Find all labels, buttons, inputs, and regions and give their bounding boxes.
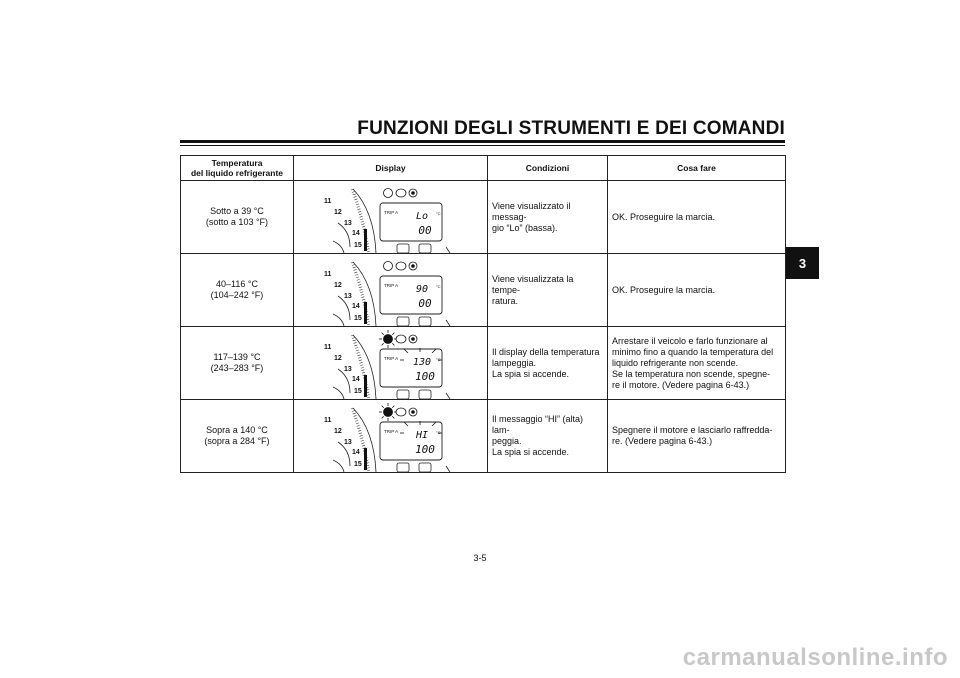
action-line: OK. Proseguire la marcia. bbox=[612, 211, 716, 222]
dial-tick-mark bbox=[358, 211, 361, 212]
dial-tick-mark bbox=[354, 345, 357, 346]
warning-light-ray bbox=[392, 416, 394, 418]
lcd-panel bbox=[380, 203, 442, 241]
housing-edge bbox=[446, 393, 450, 399]
dial-tick-mark bbox=[354, 269, 357, 270]
dial-tick-mark bbox=[354, 196, 357, 197]
dial-tick-mark bbox=[354, 272, 357, 273]
tach-scale-label: 15 bbox=[354, 242, 362, 249]
dial-tick-mark bbox=[356, 350, 359, 351]
dial-tick-mark bbox=[367, 249, 370, 250]
temperature-fahrenheit: (sotto a 103 °F) bbox=[205, 217, 269, 227]
tach-scale-label: 11 bbox=[324, 198, 332, 205]
dial-tick-mark bbox=[361, 443, 364, 444]
header-rule-thin bbox=[180, 145, 785, 146]
dial-tick-mark bbox=[353, 194, 356, 195]
temperature-celsius: Sotto a 39 °C bbox=[210, 206, 264, 216]
dial-tick-mark bbox=[360, 289, 363, 290]
meter-button-left bbox=[397, 463, 409, 472]
temperature-celsius: 117–139 °C bbox=[213, 352, 261, 362]
conditions-line: Il display della temperatura bbox=[492, 346, 600, 357]
dial-tick-mark bbox=[355, 201, 358, 202]
lcd-unit: °C bbox=[436, 430, 441, 435]
warning-light-ray bbox=[392, 406, 394, 408]
engine-icon-center bbox=[411, 410, 415, 414]
lcd-odometer-readout: 100 bbox=[415, 370, 435, 383]
action-line: Spegnere il motore e lasciarlo raffredda- bbox=[612, 425, 773, 435]
tach-scale-label: 14 bbox=[352, 376, 360, 383]
dial-tick-mark bbox=[361, 367, 364, 368]
dial-tick-mark bbox=[358, 430, 361, 431]
tach-scale-label: 14 bbox=[352, 230, 360, 237]
lcd-odometer-readout: 00 bbox=[418, 224, 432, 237]
redline-bar bbox=[364, 229, 367, 251]
lcd-unit: °C bbox=[436, 357, 441, 362]
dial-tick-mark bbox=[354, 415, 357, 416]
header-temperature-line2: del liquido refrigerante bbox=[190, 168, 284, 178]
header-display: Display bbox=[294, 156, 488, 181]
coolant-warning-icon bbox=[384, 408, 393, 417]
engine-icon-center bbox=[411, 191, 415, 195]
conditions-line: peggia. bbox=[492, 436, 522, 446]
dial-tick-mark bbox=[356, 423, 359, 424]
tach-scale-label: 13 bbox=[344, 366, 352, 373]
dial-tick-mark bbox=[360, 362, 363, 363]
tach-scale-label: 11 bbox=[324, 344, 332, 351]
table-row bbox=[181, 254, 786, 327]
dial-tick-mark bbox=[361, 294, 364, 295]
cell-display bbox=[294, 254, 488, 327]
dial-tick-mark bbox=[354, 342, 357, 343]
housing-edge bbox=[446, 466, 450, 472]
tach-scale-label: 14 bbox=[352, 303, 360, 310]
housing-edge bbox=[446, 247, 450, 253]
tach-scale-label: 11 bbox=[324, 417, 332, 424]
coolant-warning-icon bbox=[384, 335, 393, 344]
dial-tick-mark bbox=[367, 470, 370, 471]
dial-tick-mark bbox=[354, 418, 357, 419]
dial-tick-mark bbox=[361, 297, 364, 298]
dial-tick-mark bbox=[359, 214, 362, 215]
page-number: 3-5 bbox=[473, 553, 487, 563]
dial-tick-mark bbox=[358, 284, 361, 285]
dial-tick-mark bbox=[360, 292, 363, 293]
lcd-odometer-readout: 100 bbox=[415, 443, 435, 456]
dial-arc-inner-2 bbox=[333, 314, 344, 326]
lcd-temperature-readout: Lo bbox=[415, 211, 429, 222]
dial-tick-mark bbox=[360, 216, 363, 217]
action-line: Se la temperatura non scende, spegne- bbox=[612, 368, 771, 379]
dial-arc-inner-2 bbox=[333, 387, 344, 399]
instrument-display-illustration bbox=[298, 400, 492, 472]
action-line: Arrestare il veicolo e farlo funzionare al bbox=[612, 335, 768, 346]
tach-scale-label: 13 bbox=[344, 220, 352, 227]
lcd-temperature-readout: HI bbox=[415, 430, 429, 441]
tach-scale-label: 12 bbox=[334, 282, 342, 289]
tach-scale-label: 12 bbox=[334, 209, 342, 216]
oil-icon bbox=[396, 189, 406, 197]
dial-tick-mark bbox=[357, 355, 360, 356]
cell-action bbox=[608, 181, 786, 254]
header-temperature bbox=[181, 156, 294, 181]
meter-button-right bbox=[419, 463, 431, 472]
dial-tick-mark bbox=[357, 425, 360, 426]
dial-tick-mark bbox=[362, 445, 365, 446]
dial-tick-mark bbox=[356, 204, 359, 205]
dial-tick-mark bbox=[367, 468, 370, 469]
lcd-panel bbox=[380, 276, 442, 314]
tach-scale-label: 12 bbox=[334, 355, 342, 362]
dial-tick-mark bbox=[360, 219, 363, 220]
dial-tick-mark bbox=[361, 224, 364, 225]
dial-tick-mark bbox=[359, 433, 362, 434]
dial-tick-mark bbox=[352, 410, 355, 411]
engine-icon-center bbox=[411, 337, 415, 341]
conditions-line: Viene visualizzata la tempe- bbox=[492, 273, 574, 295]
dial-tick-mark bbox=[355, 274, 358, 275]
temperature-fahrenheit: (104–242 °F) bbox=[210, 290, 264, 300]
dial-tick-mark bbox=[352, 337, 355, 338]
dial-tick-mark bbox=[352, 264, 355, 265]
cell-conditions bbox=[488, 400, 608, 473]
meter-button-right bbox=[419, 390, 431, 399]
instrument-display-illustration bbox=[298, 181, 492, 253]
cell-display bbox=[294, 400, 488, 473]
warning-light-ray bbox=[382, 333, 384, 335]
engine-icon-center bbox=[411, 264, 415, 268]
dial-tick-mark bbox=[354, 199, 357, 200]
cell-temperature bbox=[181, 400, 294, 473]
temperature-celsius: Sopra a 140 °C bbox=[206, 425, 268, 435]
conditions-line: lampeggia. bbox=[492, 357, 537, 368]
temperature-fahrenheit: (243–283 °F) bbox=[210, 363, 264, 373]
lcd-unit: °C bbox=[436, 284, 441, 289]
dial-tick-mark bbox=[367, 395, 370, 396]
coolant-warning-icon bbox=[384, 189, 393, 198]
warning-light-ray bbox=[392, 333, 394, 335]
dial-tick-mark bbox=[357, 282, 360, 283]
header-action: Cosa fare bbox=[608, 156, 786, 181]
dial-tick-mark bbox=[357, 206, 360, 207]
meter-button-right bbox=[419, 317, 431, 326]
conditions-line: gio “Lo” (bassa). bbox=[492, 222, 558, 233]
dial-tick-mark bbox=[360, 365, 363, 366]
cell-display bbox=[294, 181, 488, 254]
meter-button-left bbox=[397, 390, 409, 399]
cell-temperature bbox=[181, 181, 294, 254]
dial-tick-mark bbox=[357, 428, 360, 429]
dial-tick-mark bbox=[361, 221, 364, 222]
dial-tick-mark bbox=[358, 357, 361, 358]
table-row bbox=[181, 400, 786, 473]
dial-tick-mark bbox=[361, 370, 364, 371]
oil-icon bbox=[396, 335, 406, 343]
cell-conditions bbox=[488, 181, 608, 254]
trip-label: TRIP A bbox=[384, 429, 399, 434]
cell-action bbox=[608, 327, 786, 400]
table-row bbox=[181, 327, 786, 400]
warning-light-ray bbox=[382, 416, 384, 418]
dial-tick-mark bbox=[353, 267, 356, 268]
dial-tick-mark bbox=[357, 352, 360, 353]
dial-tick-mark bbox=[357, 279, 360, 280]
dial-tick-mark bbox=[359, 287, 362, 288]
dial-tick-mark bbox=[361, 440, 364, 441]
cell-temperature bbox=[181, 327, 294, 400]
instrument-display-illustration bbox=[298, 254, 492, 326]
cell-action bbox=[608, 400, 786, 473]
tach-scale-label: 15 bbox=[354, 315, 362, 322]
dial-tick-mark bbox=[367, 322, 370, 323]
instrument-display-illustration bbox=[298, 327, 492, 399]
conditions-line: Viene visualizzato il messag- bbox=[492, 200, 571, 222]
dial-tick-mark bbox=[360, 438, 363, 439]
meter-button-left bbox=[397, 244, 409, 253]
temperature-celsius: 40–116 °C bbox=[216, 279, 258, 289]
dial-tick-mark bbox=[367, 397, 370, 398]
dial-tick-mark bbox=[362, 372, 365, 373]
warning-light-ray bbox=[392, 343, 394, 345]
conditions-line: ratura. bbox=[492, 295, 519, 306]
temperature-fahrenheit: (sopra a 284 °F) bbox=[204, 436, 270, 446]
trip-label: TRIP A bbox=[384, 210, 399, 215]
dial-tick-mark bbox=[360, 435, 363, 436]
tach-scale-label: 11 bbox=[324, 271, 332, 278]
dial-tick-mark bbox=[355, 420, 358, 421]
dial-tick-mark bbox=[355, 347, 358, 348]
conditions-line: Il messaggio “HI” (alta) lam- bbox=[492, 414, 584, 435]
lcd-unit: °C bbox=[436, 211, 441, 216]
cell-display bbox=[294, 327, 488, 400]
dial-tick-mark bbox=[359, 360, 362, 361]
dial-tick-mark bbox=[362, 226, 365, 227]
tach-scale-label: 13 bbox=[344, 439, 352, 446]
table-row bbox=[181, 181, 786, 254]
coolant-warning-icon bbox=[384, 262, 393, 271]
action-line: minimo fino a quando la temperatura del bbox=[612, 346, 774, 357]
chapter-tab: 3 bbox=[786, 247, 819, 279]
dial-tick-mark bbox=[367, 324, 370, 325]
page-title: FUNZIONI DEGLI STRUMENTI E DEI COMANDI bbox=[357, 118, 785, 139]
dial-tick-mark bbox=[353, 413, 356, 414]
watermark: carmanualsonline.info bbox=[682, 644, 948, 671]
meter-button-left bbox=[397, 317, 409, 326]
action-line: liquido refrigerante non scende. bbox=[612, 357, 739, 368]
housing-edge bbox=[446, 320, 450, 326]
trip-label: TRIP A bbox=[384, 356, 399, 361]
meter-button-right bbox=[419, 244, 431, 253]
warning-light-ray bbox=[382, 406, 384, 408]
redline-bar bbox=[364, 375, 367, 397]
cell-conditions bbox=[488, 254, 608, 327]
action-line: re. (Vedere pagina 6-43.) bbox=[612, 436, 713, 446]
action-line: OK. Proseguire la marcia. bbox=[612, 284, 716, 295]
tach-scale-label: 14 bbox=[352, 449, 360, 456]
tach-scale-label: 12 bbox=[334, 428, 342, 435]
oil-icon bbox=[396, 408, 406, 416]
tach-scale-label: 13 bbox=[344, 293, 352, 300]
coolant-temperature-table bbox=[180, 155, 786, 473]
tach-scale-label: 15 bbox=[354, 461, 362, 468]
dial-tick-mark bbox=[352, 191, 355, 192]
conditions-line: La spia si accende. bbox=[492, 368, 570, 379]
redline-bar bbox=[364, 448, 367, 470]
header-conditions: Condizioni bbox=[488, 156, 608, 181]
dial-tick-mark bbox=[367, 251, 370, 252]
cell-action bbox=[608, 254, 786, 327]
conditions-line: La spia si accende. bbox=[492, 447, 570, 457]
action-line: re il motore. (Vedere pagina 6-43.) bbox=[612, 379, 750, 390]
header-temperature-line1: Temperatura bbox=[211, 158, 263, 168]
dial-tick-mark bbox=[356, 277, 359, 278]
tach-scale-label: 15 bbox=[354, 388, 362, 395]
table-header-row bbox=[181, 156, 786, 181]
trip-label: TRIP A bbox=[384, 283, 399, 288]
cell-conditions bbox=[488, 327, 608, 400]
warning-light-ray bbox=[382, 343, 384, 345]
cell-temperature bbox=[181, 254, 294, 327]
dial-tick-mark bbox=[353, 340, 356, 341]
dial-tick-mark bbox=[357, 209, 360, 210]
dial-arc-inner-2 bbox=[333, 241, 344, 253]
lcd-temperature-readout: 130 bbox=[412, 357, 432, 368]
redline-bar bbox=[364, 302, 367, 324]
dial-tick-mark bbox=[362, 299, 365, 300]
header-rule-thick bbox=[180, 140, 785, 143]
lcd-odometer-readout: 00 bbox=[418, 297, 432, 310]
lcd-temperature-readout: 90 bbox=[415, 284, 429, 295]
dial-arc-inner-2 bbox=[333, 460, 344, 472]
oil-icon bbox=[396, 262, 406, 270]
